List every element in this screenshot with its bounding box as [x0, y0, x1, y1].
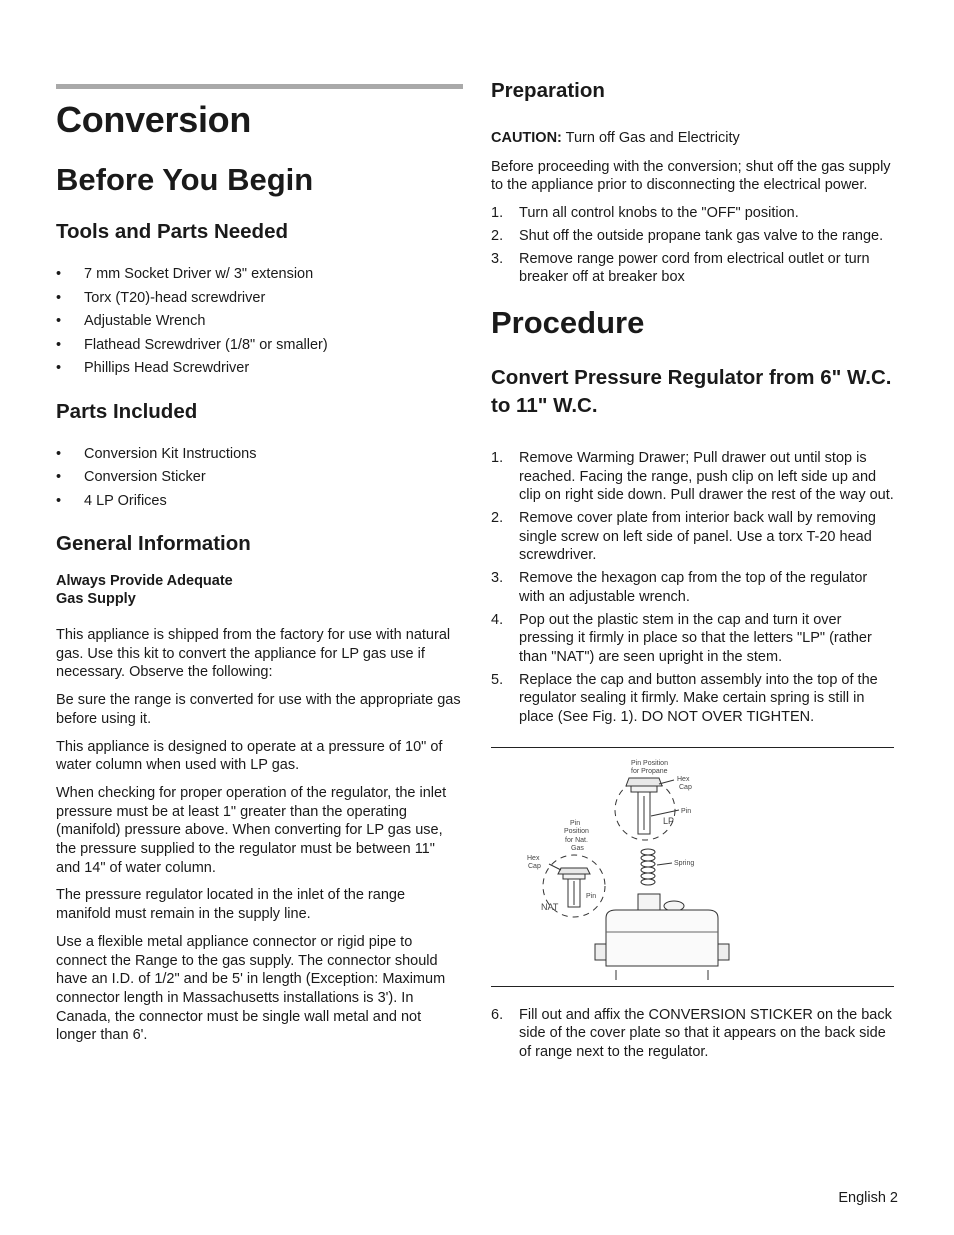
- paragraph: When checking for proper operation of the regulator, the inlet pressure must be at least 1" greater than the operating (manifold) pressure above. When converting for LP gas use, the pressure supplied to the regulator must be between 11" and 14" of water column.: [56, 784, 447, 876]
- fig-label: for Propane: [631, 767, 668, 775]
- leader-line: [657, 863, 672, 865]
- spring: [641, 849, 655, 885]
- fig-label: Pin Position: [631, 759, 668, 767]
- regulator-diagram: [491, 748, 894, 986]
- preparation-heading: Preparation: [491, 79, 605, 102]
- fig-label: NAT: [541, 901, 559, 912]
- top-rule: [56, 84, 463, 89]
- regulator-figure: [491, 747, 894, 987]
- gas-supply-subheading: Always Provide Adequate Gas Supply: [56, 573, 233, 607]
- paragraph: The pressure regulator located in the inlet of the range manifold must remain in the supply line.: [56, 887, 406, 923]
- caution-text: Turn off Gas and Electricity: [561, 130, 740, 146]
- paragraph: This appliance is designed to operate at a pressure of 10" of water column when used with LP gas.: [56, 738, 443, 774]
- top-hex-cap: [626, 778, 662, 786]
- fig-label: Pin: [570, 819, 581, 827]
- paragraph: Be sure the range is converted for use with the appropriate gas before using it.: [56, 692, 461, 727]
- preparation-intro: Before proceeding with the conversion; shut off the gas supply to the appliance prior to disconnecting the electrical power.: [491, 158, 891, 194]
- fig-label: Cap: [528, 862, 541, 870]
- left-cap-collar: [563, 874, 585, 879]
- list-item: • 4 LP Orifices: [56, 492, 167, 509]
- left-hex-cap: [558, 868, 590, 874]
- list-item: 3. Remove range power cord from electrical outlet or turn breaker off at breaker box: [491, 250, 870, 286]
- caution-line: [491, 129, 894, 148]
- list-item: 6. Fill out and affix the CONVERSION STICKER on the back side of the cover plate so that it appears on the back side of range next to the regulator.: [491, 1006, 892, 1061]
- fig-label: Spring: [674, 859, 695, 867]
- fig-label: Hex: [527, 854, 540, 862]
- fig-label: Hex: [677, 775, 690, 783]
- list-item: 5. Replace the cap and button assembly into the top of the regulator sealing it firmly. Make certain spring is still in place (See Fig. 1). DO NOT OVER TIGHTEN.: [491, 671, 878, 726]
- list-item: 2. Remove cover plate from interior back wall by removing single screw on left side of panel. Use a torx T-20 head screwdriver.: [491, 510, 876, 564]
- top-cap-collar: [631, 786, 657, 792]
- chapter-title: Conversion: [56, 99, 252, 140]
- leader-line: [659, 780, 674, 784]
- procedure-title: Procedure: [491, 304, 645, 340]
- page-footer: English 2: [838, 1190, 898, 1206]
- list-item: • 7 mm Socket Driver w/ 3" extension: [56, 266, 314, 282]
- section-title: Before You Begin: [56, 162, 314, 197]
- list-item: 1. Remove Warming Drawer; Pull drawer out until stop is reached. Facing the range, push clip on left side up and clip on right side down. Pull drawer the rest of the way out.: [491, 449, 894, 504]
- parts-list: [56, 445, 463, 511]
- fig-label: Pin: [586, 892, 597, 900]
- fig-label: for Nat.: [565, 836, 588, 844]
- preparation-steps: [491, 204, 894, 287]
- paragraph: Use a flexible metal appliance connector or rigid pipe to connect the Range to the gas supply. The connector should have an I.D. of 1/2" and be 5' in length (Exception: Maximum connector length in Massachusetts installations is 3'). In Canada, the connector must be single wall metal and not longer than 6'.: [56, 933, 446, 1044]
- list-item: • Torx (T20)-head screwdriver: [56, 289, 266, 306]
- list-item: • Adjustable Wrench: [56, 313, 206, 329]
- list-item: 4. Pop out the plastic stem in the cap and turn it over pressing it firmly in place so that the letters "LP" (rather than "NAT") are seen upright in the stem.: [491, 611, 872, 665]
- regulator-body: [595, 894, 729, 980]
- list-item: • Conversion Kit Instructions: [56, 445, 257, 462]
- right-column: [491, 78, 894, 1066]
- list-item: • Phillips Head Screwdriver: [56, 360, 250, 376]
- fig-label: Position: [564, 827, 589, 835]
- general-heading: General Information: [56, 532, 251, 555]
- list-item: • Conversion Sticker: [56, 469, 206, 485]
- list-item: 3. Remove the hexagon cap from the top of the regulator with an adjustable wrench.: [491, 570, 868, 605]
- paragraph: This appliance is shipped from the factory for use with natural gas. Use this kit to convert the appliance for LP gas use if necessary. Observe the following:: [56, 627, 451, 681]
- list-item: • Flathead Screwdriver (1/8" or smaller): [56, 336, 328, 353]
- list-item: 2. Shut off the outside propane tank gas valve to the range.: [491, 227, 884, 244]
- parts-heading: Parts Included: [56, 399, 198, 423]
- leader-line: [549, 864, 561, 870]
- fig-label: Pin: [681, 807, 692, 815]
- procedure-step-6: [491, 1006, 894, 1062]
- left-column: [56, 84, 463, 1045]
- procedure-steps: [491, 449, 894, 727]
- tools-list: [56, 265, 463, 378]
- fig-label: Gas: [571, 844, 584, 852]
- procedure-subheading: Convert Pressure Regulator from 6" W.C. to 11" W.C.: [491, 365, 892, 417]
- tools-heading: Tools and Parts Needed: [56, 220, 289, 243]
- fig-label: LP: [663, 815, 675, 826]
- fig-label: Cap: [679, 783, 692, 791]
- caution-label: CAUTION:: [491, 130, 562, 146]
- list-item: 1. Turn all control knobs to the "OFF" position.: [491, 205, 799, 222]
